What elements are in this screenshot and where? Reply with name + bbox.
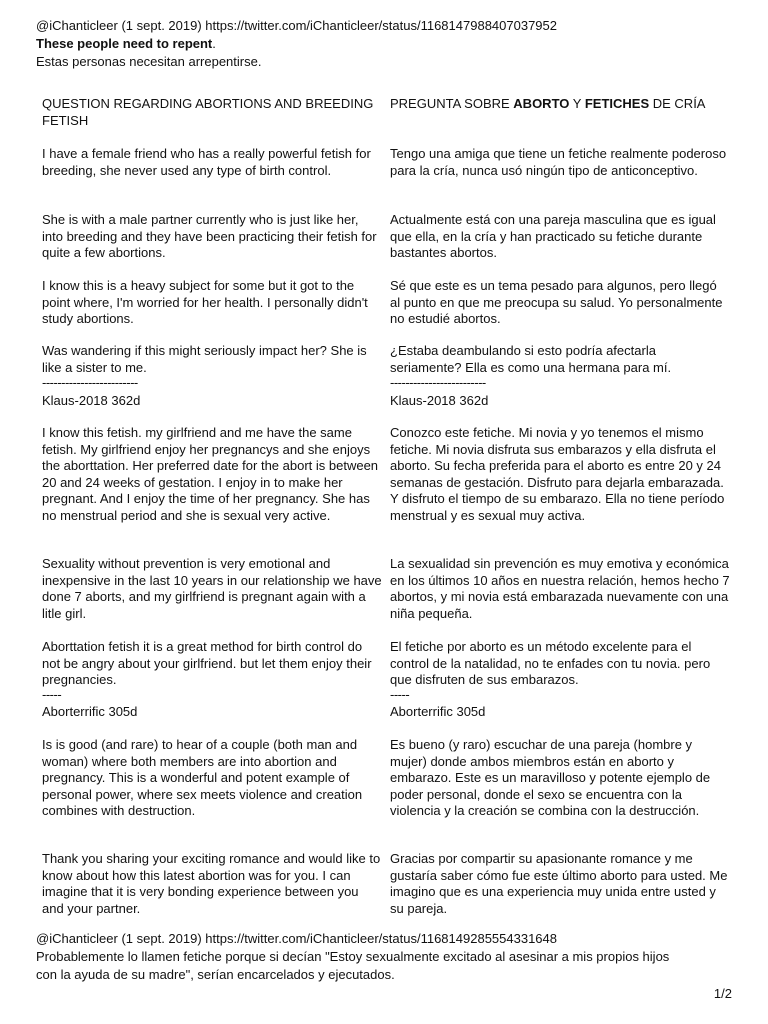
top-headline-es: Estas personas necesitan arrepentirse.: [36, 54, 262, 69]
english-paragraph: Aborttation fetish it is a great method for birth control do not be angry about your girlfriend. but let them enjoy their pregnancies.: [42, 639, 372, 687]
english-paragraph: Is is good (and rare) to hear of a couple (both man and woman) where both members are into abortion and pregnancy. This is a wonderful and potent example of personal power, where sex meets violence and creation combines with destruction.: [42, 737, 363, 818]
top-headline-en: [36, 35, 216, 52]
spanish-paragraph: Tengo una amiga que tiene un fetiche realmente poderoso para la cría, nunca usó ningún tipo de anticonceptivo.: [390, 146, 727, 178]
spanish-paragraph: Conozco este fetiche. Mi novia y yo tenemos el mismo fetiche. Mi novia disfruta sus embarazos y ella disfruta el aborto. Su fecha preferida para el aborto es entre 20 y 24 semanas de gestación. Disfruto para dejarla embarazada. Y disfruto el tiempo de su embarazo. Ella no tiene período menstrual y es sexual muy activa.: [390, 425, 725, 523]
english-paragraph: I know this is a heavy subject for some but it got to the point where, I'm worried for her health. I personally didn't study abortions.: [42, 278, 368, 326]
spanish-paragraph: El fetiche por aborto es un método excelente para el control de la natalidad, no te enfades con tu novia. pero que disfruten de sus embarazos.: [390, 639, 711, 687]
spanish-title-part: DE CRÍA: [649, 96, 706, 111]
spanish-paragraph: Gracias por compartir su apasionante romance y me gustaría saber cómo fue este último aborto para usted. Me imagino que es una experiencia muy unida entre usted y su pareja.: [390, 851, 728, 916]
english-paragraph: Thank you sharing your exciting romance and would like to know about how this latest abortion was for you. I can imagine that it is very bonding experience between you and your partner.: [42, 851, 381, 916]
comment-author: Klaus-2018 362d: [390, 393, 489, 408]
separator-line: -----: [390, 687, 410, 702]
comment-author: Aborterrific 305d: [390, 704, 486, 719]
bottom-text-line: con la ayuda de su madre", serían encarcelados y ejecutados.: [36, 967, 395, 982]
spanish-paragraph: Actualmente está con una pareja masculina que es igual que ella, en la cría y han practicado su fetiche durante bastantes abortos.: [390, 212, 716, 260]
separator-line: -----: [42, 687, 62, 702]
english-paragraph: Sexuality without prevention is very emotional and inexpensive in the last 10 years in our relationship we have done 7 aborts, and my girlfriend is pregnant again with a litle girl.: [42, 556, 382, 621]
spanish-title-part: Y: [569, 96, 585, 111]
bottom-text-line: Probablemente lo llamen fetiche porque si decían "Estoy sexualmente excitado al asesinar a mis propios hijos: [36, 949, 670, 964]
headline-en-punct: .: [212, 36, 216, 51]
spanish-title-bold: ABORTO: [513, 96, 570, 111]
spanish-title-part: PREGUNTA SOBRE: [390, 96, 514, 111]
spanish-paragraph: La sexualidad sin prevención es muy emotiva y económica en los últimos 10 años en nuestra relación, hemos hecho 7 abortos, y mi novia está embarazada nuevamente con una niña pequeña.: [390, 556, 730, 621]
separator-line: -------------------------: [390, 375, 486, 390]
separator-line: -------------------------: [42, 375, 138, 390]
english-paragraph: I know this fetish. my girlfriend and me have the same fetish. My girlfriend enjoy her pregnancys and she enjoys the aborttation. Her preferred date for the abort is between 20 and 24 weeks of gestation. I enjoy in to make her pregnant. And I enjoy the time of her pregnancy. She has no menstrual period and she is sexual very active.: [42, 425, 379, 523]
english-paragraph: I have a female friend who has a really powerful fetish for breeding, she never used any type of birth control.: [42, 146, 371, 178]
headline-en-bold: These people need to repent: [36, 36, 213, 51]
english-paragraph: She is with a male partner currently who is just like her, into breeding and they have been practicing their fetish for quite a few abortions.: [42, 212, 377, 260]
top-source-line: @iChanticleer (1 sept. 2019) https://twitter.com/iChanticleer/status/1168147988407037952: [36, 18, 557, 33]
page-indicator: 1/2: [713, 986, 732, 1001]
spanish-title: [390, 96, 730, 113]
spanish-paragraph: Es bueno (y raro) escuchar de una pareja (hombre y mujer) donde ambos miembros están en aborto y embarazo. Este es un maravilloso y potente ejemplo de poder personal, donde el sexo se encuentra con la violencia y la creación se combina con la destrucción.: [390, 737, 711, 818]
comment-author: Aborterrific 305d: [42, 704, 138, 719]
spanish-paragraph: Sé que este es un tema pesado para algunos, pero llegó al punto en que me preocupa su salud. Yo personalmente no estudié abortos.: [390, 278, 723, 326]
english-title: QUESTION REGARDING ABORTIONS AND BREEDING FETISH: [42, 96, 374, 128]
english-paragraph: Was wandering if this might seriously impact her? She is like a sister to me.: [42, 343, 367, 375]
spanish-paragraph: ¿Estaba deambulando si esto podría afectarla seriamente? Ella es como una hermana para mí.: [390, 343, 672, 375]
bottom-source-line: @iChanticleer (1 sept. 2019) https://twitter.com/iChanticleer/status/1168149285554331648: [36, 931, 557, 946]
comment-author: Klaus-2018 362d: [42, 393, 141, 408]
spanish-title-bold: FETICHES: [584, 96, 650, 111]
